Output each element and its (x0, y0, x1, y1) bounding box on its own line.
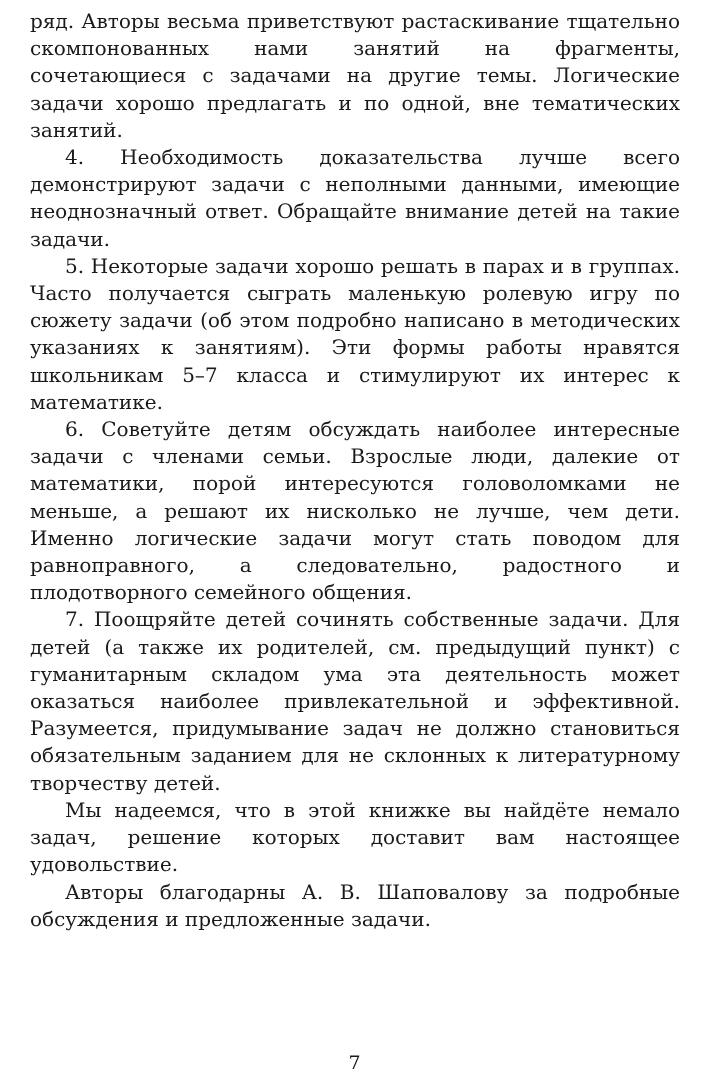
paragraph-item-7: 7. Поощряйте детей сочинять собственные задачи. Для детей (а также их родителей, см. предыдущий пункт) с гуманитарным складом ума эта деятельность может оказаться наиболее привлекательной и эффективной. Разумеется, придумывание задач не должно становиться обязательным заданием для не склонных к литературному творчеству детей. (30, 607, 680, 795)
page-number: 7 (348, 1052, 361, 1074)
paragraph-item-5: 5. Некоторые задачи хорошо решать в парах и в группах. Часто получается сыграть маленькую ролевую игру по сюжету задачи (об этом подробно написано в методических указаниях к занятиям). Эти формы работы нравятся школьникам 5–7 класса и стимулируют их интерес к математике. (30, 253, 680, 414)
paragraph-continuation: ряд. Авторы весьма приветствуют растаскивание тщательно скомпонованных нами занятий на фрагменты, сочетающиеся с задачами на другие темы. Логические задачи хорошо предлагать и по одной, вне тематических занятий. (30, 9, 680, 142)
paragraph-closing-wish: Мы надеемся, что в этой книжке вы найдёте немало задач, решение которых доставит вам настоящее удовольствие. (30, 797, 680, 877)
paragraph-item-6: 6. Советуйте детям обсуждать наиболее интересные задачи с членами семьи. Взрослые люди, далекие от математики, порой интересуются головоломками не меньше, а решают их нисколько не лучше, чем дети. Именно логические задачи могут стать поводом для равноправного, а следовательно, радостного и плодотворного семейного общения. (30, 417, 680, 605)
page-body (30, 8, 680, 933)
paragraph-item-4: 4. Необходимость доказательства лучше всего демонстрируют задачи с неполными данными, имеющие неоднозначный ответ. Обращайте внимание детей на такие задачи. (30, 145, 680, 251)
paragraph-acknowledgement: Авторы благодарны А. В. Шаповалову за подробные обсуждения и предложенные задачи. (30, 879, 680, 931)
